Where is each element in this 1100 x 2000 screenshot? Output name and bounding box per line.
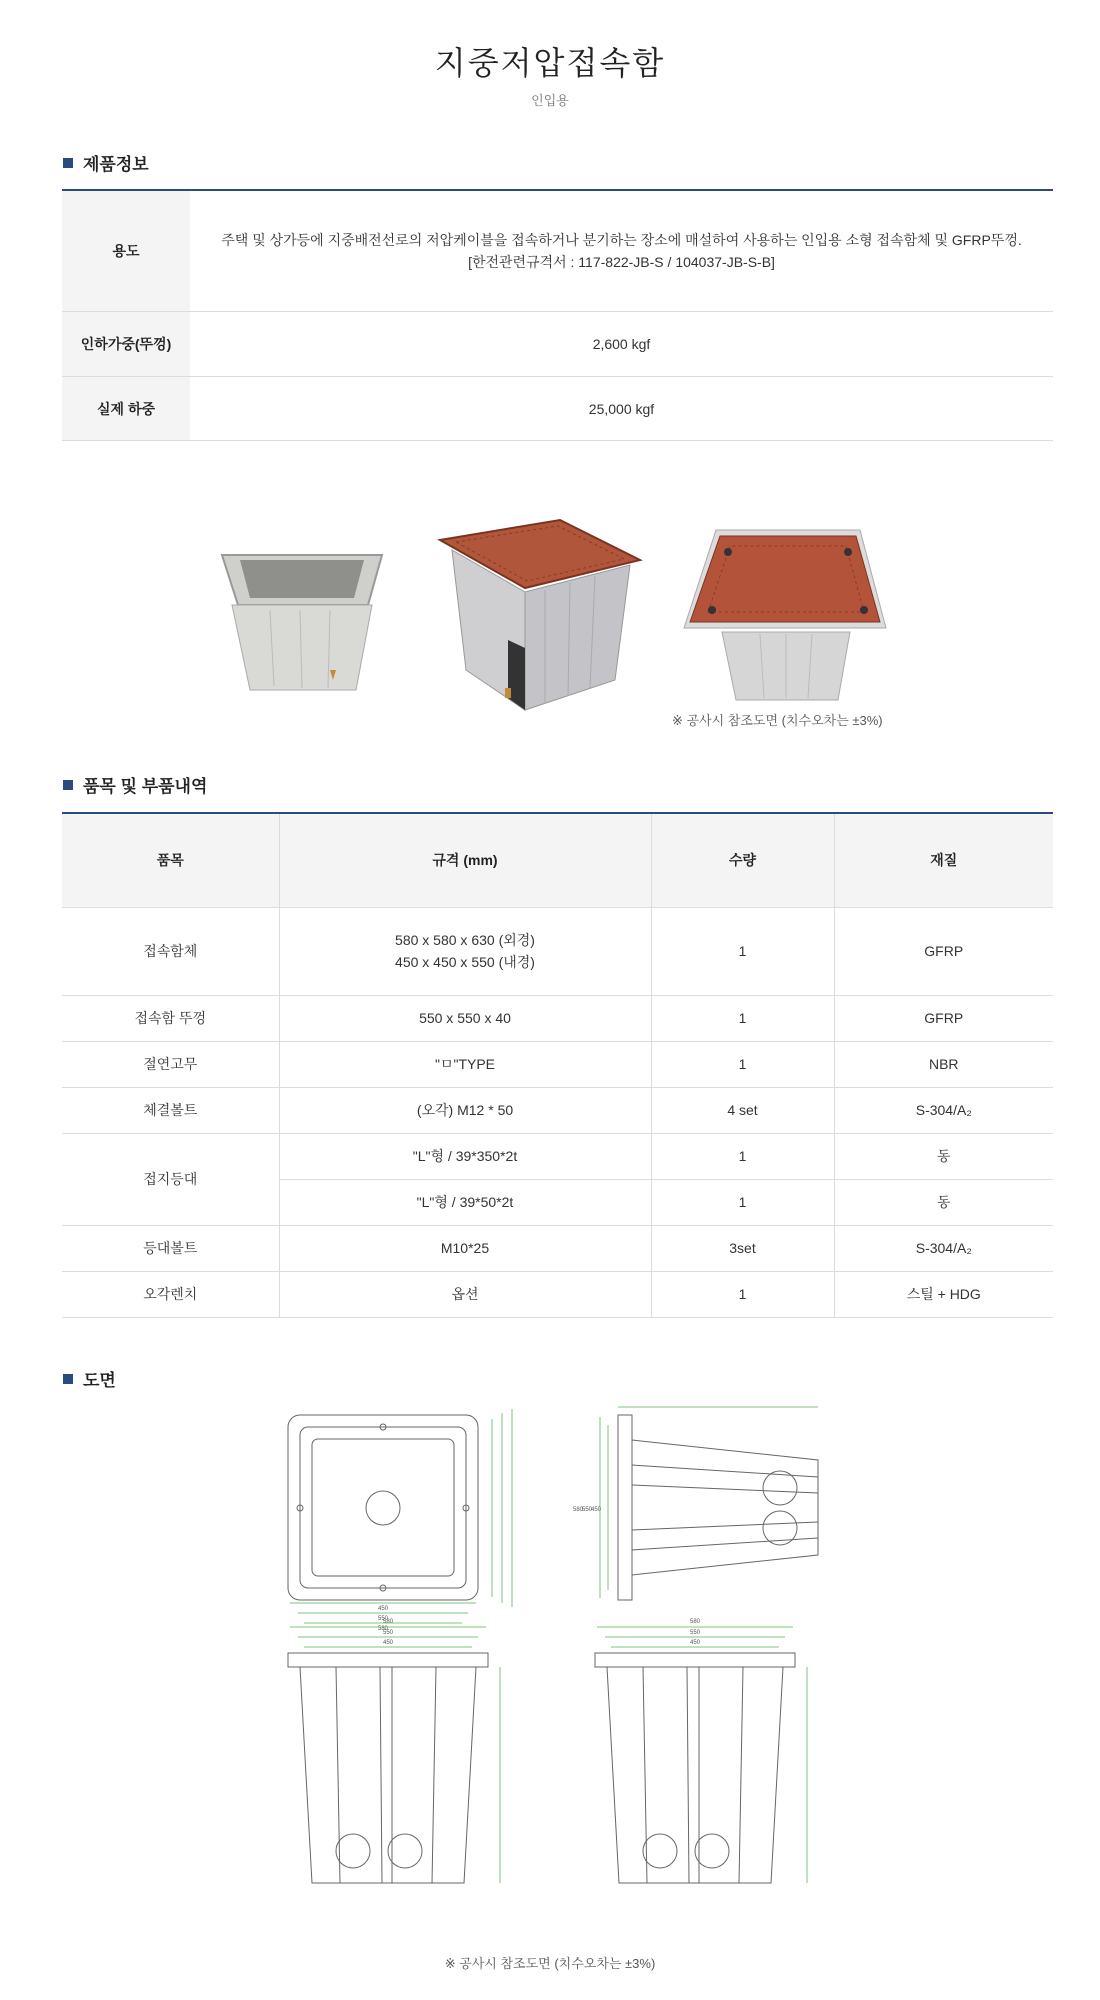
spec-cell: (오각) M12 * 50 (279, 1087, 651, 1133)
table-row (62, 1133, 1053, 1179)
product-info-heading (63, 150, 149, 175)
qty-cell: 3set (651, 1225, 834, 1271)
spec-outer: 580 x 580 x 630 (외경) (395, 932, 535, 948)
drawing-top-view (288, 1409, 512, 1623)
photo-reference-note: ※ 공사시 참조도면 (치수오차는 ±3%) (672, 713, 883, 728)
info-row-usage (62, 191, 1053, 312)
usage-spec-reference: [한전관련규격서 : 117-822-JB-S / 104037-JB-S-B] (468, 254, 775, 270)
drawing-reference-note: ※ 공사시 참조도면 (치수오차는 ±3%) (444, 1956, 656, 1971)
drawings-heading-label: 도면 (83, 1371, 116, 1390)
material-cell: 스틸 + HDG (834, 1271, 1053, 1317)
qty-cell: 1 (651, 995, 834, 1041)
spec-cell: M10*25 (279, 1225, 651, 1271)
product-info-heading-label: 제품정보 (83, 155, 149, 174)
column-header: 재질 (834, 813, 1053, 907)
qty-cell: 1 (651, 1041, 834, 1087)
material-cell: 동 (834, 1179, 1053, 1225)
spec-cell: "ㅁ"TYPE (279, 1041, 651, 1087)
side-view-dim: 450 (590, 1507, 602, 1513)
item-cell: 오각렌치 (62, 1271, 279, 1317)
info-row-load-lid (62, 312, 1053, 377)
qty-cell: 1 (651, 907, 834, 995)
spec-cell: "L"형 / 39*50*2t (279, 1179, 651, 1225)
top-view-dim: 550 (377, 1616, 389, 1622)
front-view-dim: 580 (689, 1619, 701, 1625)
page-title: 지중저압접속함 (434, 45, 666, 81)
info-label: 인하가중(뚜껑) (62, 312, 190, 376)
top-view-dim: 450 (377, 1606, 389, 1612)
usage-description: 주택 및 상가등에 지중배전선로의 저압케이블을 접속하거나 분기하는 장소에 매설하여 사용하는 인입용 소형 접속함체 및 GFRP뚜껑. (221, 232, 1022, 248)
material-cell: S-304/A₂ (834, 1225, 1053, 1271)
side-view-dim: 550 (581, 1507, 593, 1513)
parts-heading-label: 품목 및 부품내역 (83, 777, 208, 796)
table-row (62, 907, 1053, 995)
front-view-dim: 450 (689, 1640, 701, 1646)
table-row (62, 1225, 1053, 1271)
front-view-dim: 450 (382, 1640, 394, 1646)
item-cell: 절연고무 (62, 1041, 279, 1087)
info-value: 2,600 kgf (592, 336, 651, 352)
material-cell: GFRP (834, 995, 1053, 1041)
item-cell: 접속함체 (62, 907, 279, 995)
parts-header-row (62, 813, 1053, 907)
parts-heading (63, 772, 207, 797)
technical-drawings (0, 1405, 1100, 1925)
item-cell: 접지등대 (62, 1133, 279, 1225)
column-header: 수량 (651, 813, 834, 907)
material-cell: 동 (834, 1133, 1053, 1179)
info-row-actual-load (62, 377, 1053, 441)
spec-cell (279, 907, 651, 995)
qty-cell: 1 (651, 1271, 834, 1317)
top-view-dim: 580 (377, 1626, 389, 1632)
table-row (62, 1087, 1053, 1133)
table-row (62, 995, 1053, 1041)
info-value (190, 191, 1053, 311)
front-view-dim: 580 (382, 1619, 394, 1625)
photo-box-lid-top (684, 530, 886, 700)
spec-inner: 450 x 450 x 550 (내경) (395, 954, 535, 970)
qty-cell: 1 (651, 1133, 834, 1179)
page-subtitle: 인입용 (531, 93, 569, 108)
photo-open-box (222, 555, 382, 690)
item-cell: 체결볼트 (62, 1087, 279, 1133)
qty-cell: 4 set (651, 1087, 834, 1133)
table-row (62, 1271, 1053, 1317)
spec-cell: 옵션 (279, 1271, 651, 1317)
photo-box-with-lid (440, 520, 640, 710)
parts-table (62, 812, 1053, 1318)
column-header: 규격 (mm) (279, 813, 651, 907)
material-cell: NBR (834, 1041, 1053, 1087)
drawing-side-view (600, 1407, 818, 1600)
info-label: 실제 하중 (62, 377, 190, 440)
spec-cell: "L"형 / 39*350*2t (279, 1133, 651, 1179)
table-row (62, 1041, 1053, 1087)
side-view-dim: 580 (572, 1507, 584, 1513)
section-bullet-icon (63, 780, 73, 790)
drawing-front-view-right (595, 1627, 807, 1883)
column-header: 품목 (62, 813, 279, 907)
drawings-heading (63, 1366, 116, 1391)
product-info-table (62, 189, 1053, 441)
qty-cell: 1 (651, 1179, 834, 1225)
front-view-dim: 550 (689, 1630, 701, 1636)
front-view-dim: 550 (382, 1630, 394, 1636)
material-cell: GFRP (834, 907, 1053, 995)
info-label: 용도 (62, 191, 190, 311)
material-cell: S-304/A₂ (834, 1087, 1053, 1133)
item-cell: 접속함 뚜껑 (62, 995, 279, 1041)
section-bullet-icon (63, 158, 73, 168)
item-cell: 등대볼트 (62, 1225, 279, 1271)
section-bullet-icon (63, 1374, 73, 1384)
product-photos (0, 510, 1100, 725)
info-value: 25,000 kgf (588, 400, 655, 417)
spec-cell: 550 x 550 x 40 (279, 995, 651, 1041)
drawing-front-view-left (288, 1627, 500, 1883)
